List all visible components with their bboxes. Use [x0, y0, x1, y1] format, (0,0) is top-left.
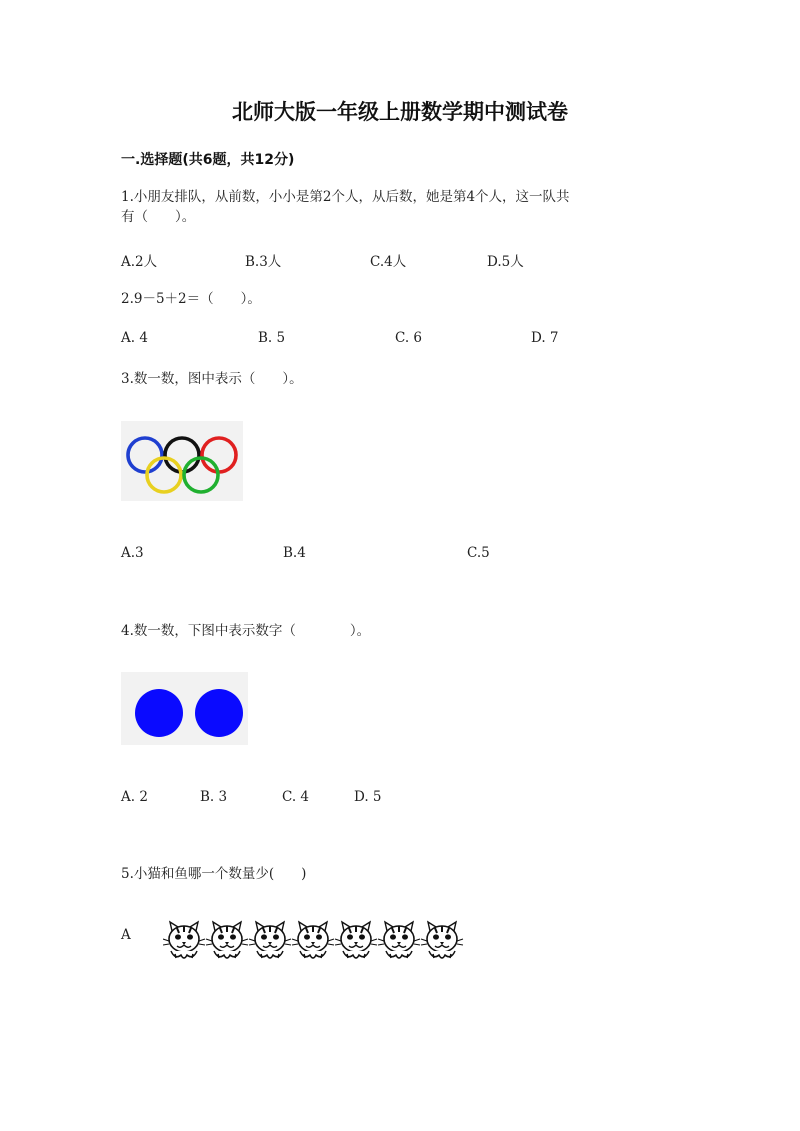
- tiger-icon: [421, 922, 463, 958]
- tiger-row: [163, 918, 464, 962]
- question-5-text: 5.小猫和鱼哪一个数量少( ): [121, 866, 307, 882]
- dots-figure: [121, 672, 248, 745]
- tiger-icon: [163, 922, 205, 958]
- page-title: 北师大版一年级上册数学期中测试卷: [232, 100, 568, 124]
- question-2-text: 2.9－5＋2＝（ ）。: [121, 291, 261, 307]
- question-4-option-b[interactable]: B. 3: [200, 789, 228, 805]
- olympic-rings-icon: [121, 421, 243, 501]
- question-1-option-c[interactable]: C.4人: [370, 254, 407, 270]
- question-2-option-a[interactable]: A. 4: [121, 330, 148, 346]
- tigers-svg: [163, 918, 464, 962]
- tiger-icon: [249, 922, 291, 958]
- question-1-text-line2: 有（ ）。: [121, 209, 196, 225]
- tiger-icon: [335, 922, 377, 958]
- olympic-rings-figure: [121, 421, 243, 501]
- question-4-option-a[interactable]: A. 2: [121, 789, 148, 805]
- question-3-option-b[interactable]: B.4: [283, 545, 306, 561]
- dot-2: [195, 689, 243, 737]
- question-4-option-c[interactable]: C. 4: [282, 789, 310, 805]
- question-1-option-a[interactable]: A.2人: [121, 254, 158, 270]
- tiger-icon: [292, 922, 334, 958]
- question-2-option-c[interactable]: C. 6: [395, 330, 423, 346]
- question-1-text-line1: 1.小朋友排队，从前数，小小是第2个人，从后数，她是第4个人，这一队共: [121, 189, 570, 205]
- ring-yellow: [147, 458, 181, 492]
- question-4-text: 4.数一数，下图中表示数字（ ）。: [121, 623, 371, 639]
- tiger-icon: [378, 922, 420, 958]
- question-1-option-b[interactable]: B.3人: [245, 254, 282, 270]
- question-2-option-d[interactable]: D. 7: [531, 330, 559, 346]
- question-5-option-a[interactable]: A: [121, 927, 131, 943]
- ring-green: [184, 458, 218, 492]
- ring-black: [165, 438, 199, 472]
- ring-blue: [128, 438, 162, 472]
- section-heading: 一.选择题(共6题，共12分): [121, 152, 295, 168]
- dots-icon: [121, 672, 248, 745]
- question-3-option-c[interactable]: C.5: [467, 545, 490, 561]
- question-2-option-b[interactable]: B. 5: [258, 330, 286, 346]
- question-4-option-d[interactable]: D. 5: [354, 789, 382, 805]
- question-3-option-a[interactable]: A.3: [121, 545, 144, 561]
- question-3-text: 3.数一数，图中表示（ ）。: [121, 371, 303, 387]
- ring-red: [202, 438, 236, 472]
- question-1-option-d[interactable]: D.5人: [487, 254, 524, 270]
- dot-1: [135, 689, 183, 737]
- tiger-icon: [206, 922, 248, 958]
